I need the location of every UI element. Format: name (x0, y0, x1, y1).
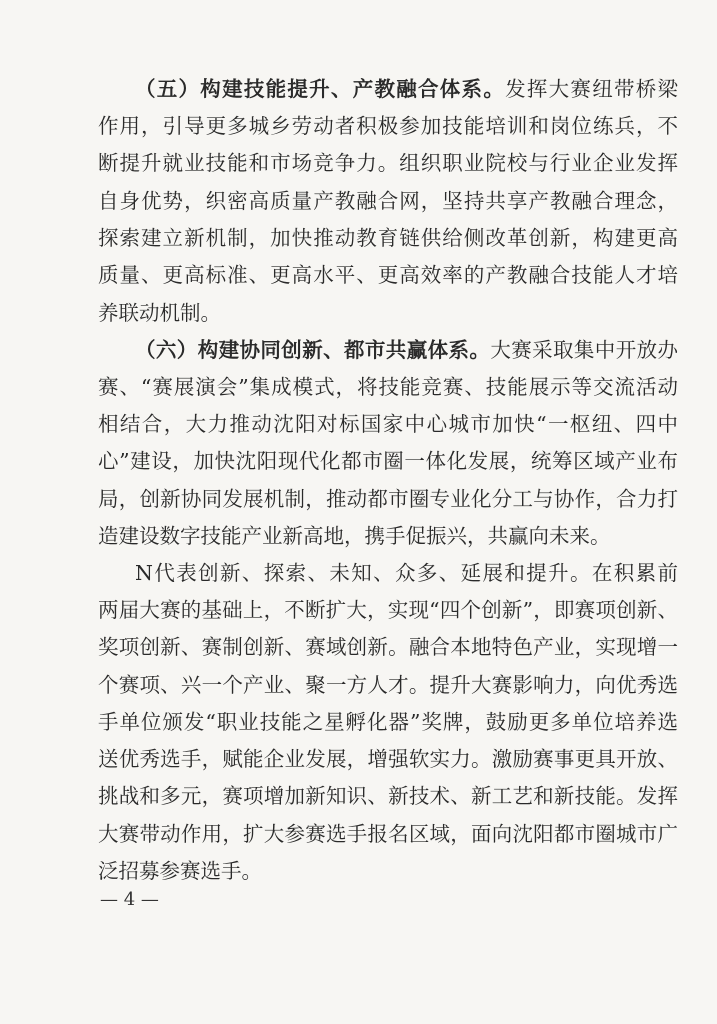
paragraph-line: 两届大赛的基础上，不断扩大，实现“四个创新”，即赛项创新、 (98, 598, 678, 622)
paragraph-line: 局，创新协同发展机制，推动都市圈专业化分工与协作，合力打 (98, 487, 678, 511)
paragraph-line: 奖项创新、赛制创新、赛域创新。融合本地特色产业，实现增一 (98, 635, 678, 659)
paragraph-line: 养联动机制。 (98, 301, 221, 325)
section-heading-five: （五）构建技能提升、产教融合体系。 (135, 77, 506, 101)
paragraph-line: 赛、“赛展演会”集成模式，将技能竞赛、技能展示等交流活动 (98, 375, 678, 399)
paragraph-line: 作用，引导更多城乡劳动者积极参加技能培训和岗位练兵，不 (98, 114, 678, 138)
page-number: — 4 — (100, 889, 159, 910)
paragraph-line: 造建设数字技能产业新高地，携手促振兴，共赢向未来。 (98, 524, 611, 548)
paragraph-line: 相结合，大力推动沈阳对标国家中心城市加快“一枢纽、四中 (98, 412, 678, 436)
paragraph-line: 自身优势，织密高质量产教融合网，坚持共享产教融合理念， (98, 189, 678, 213)
paragraph-line: 泛招募参赛选手。 (98, 859, 262, 883)
paragraph-line: 断提升就业技能和市场竞争力。组织职业院校与行业企业发挥 (98, 151, 678, 175)
paragraph-line: N代表创新、探索、未知、众多、延展和提升。在积累前 (135, 561, 678, 585)
paragraph-line: （六）构建协同创新、都市共赢体系。大赛采取集中开放办 (135, 338, 679, 362)
paragraph-line: 大赛带动作用，扩大参赛选手报名区域，面向沈阳都市圈城市广 (98, 822, 678, 846)
paragraph-line: 心”建设，加快沈阳现代化都市圈一体化发展，统筹区域产业布 (98, 449, 678, 473)
paragraph-line: 探索建立新机制，加快推动教育链供给侧改革创新，构建更高 (98, 226, 678, 250)
paragraph-line: 质量、更高标准、更高水平、更高效率的产教融合技能人才培 (98, 263, 678, 287)
paragraph-line: 挑战和多元，赛项增加新知识、新技术、新工艺和新技能。发挥 (98, 784, 678, 808)
paragraph-line: 送优秀选手，赋能企业发展，增强软实力。激励赛事更具开放、 (98, 747, 678, 771)
section-heading-six: （六）构建协同创新、都市共赢体系。 (135, 338, 491, 362)
paragraph-line: 个赛项、兴一个产业、聚一方人才。提升大赛影响力，向优秀选 (98, 673, 678, 697)
paragraph-line: （五）构建技能提升、产教融合体系。发挥大赛纽带桥梁 (135, 77, 679, 101)
paragraph-line: 手单位颁发“职业技能之星孵化器”奖牌，鼓励更多单位培养选 (98, 710, 678, 734)
